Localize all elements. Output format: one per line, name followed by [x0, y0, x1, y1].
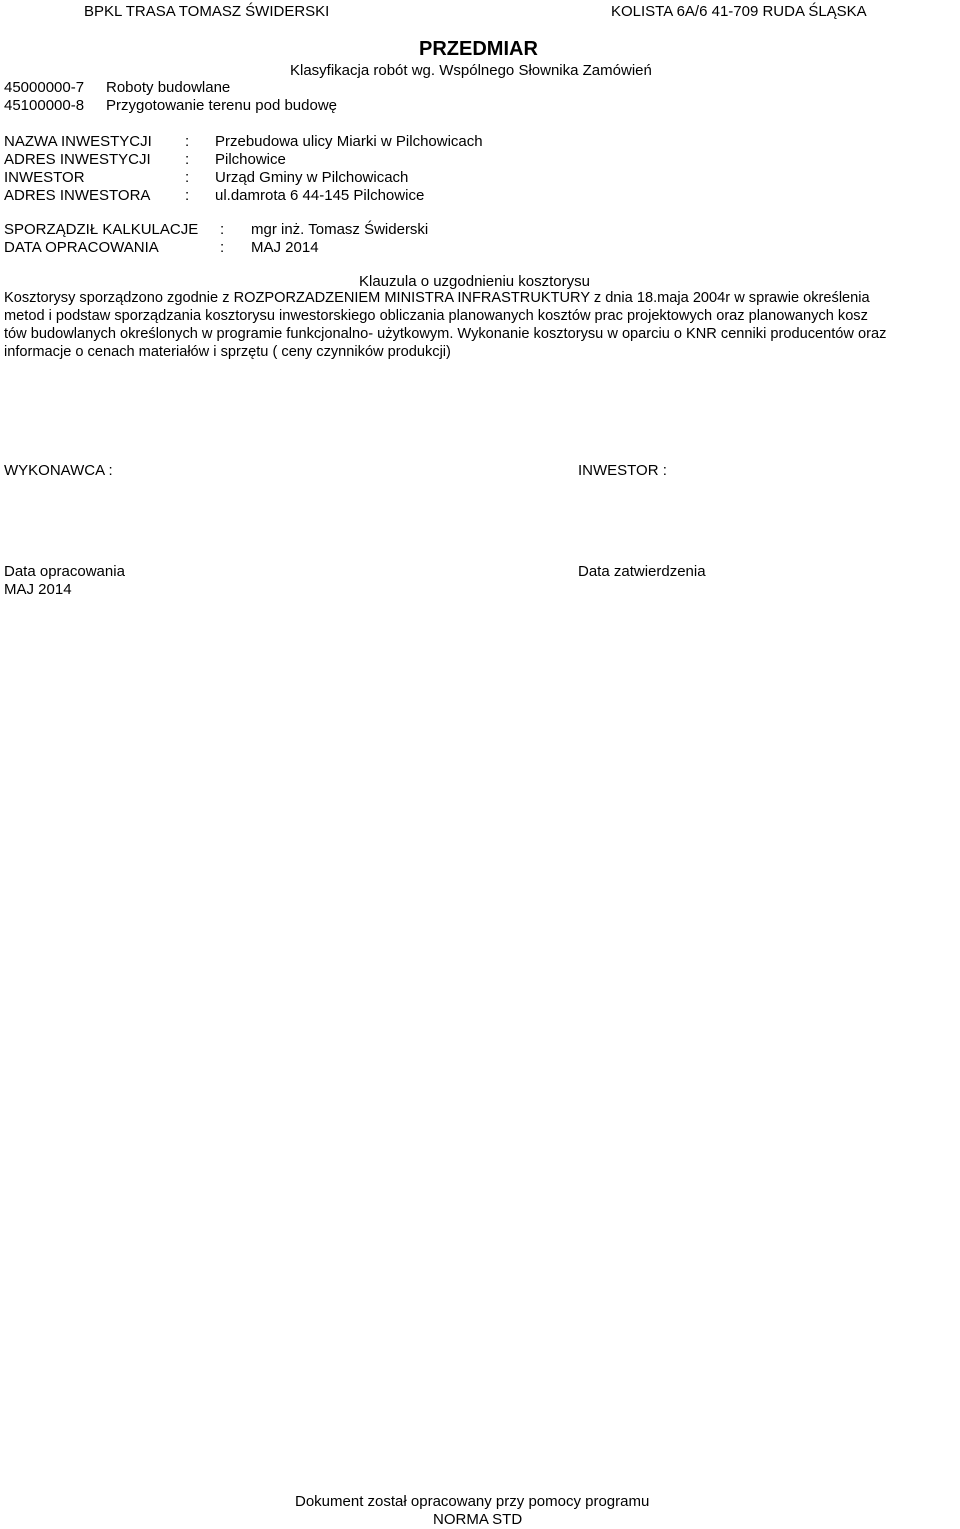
- clause-line: informacje o cenach materiałów i sprzętu ( ceny czynników produkcji): [4, 344, 451, 360]
- document-subtitle: Klasyfikacja robót wg. Wspólnego Słownika Zamówień: [290, 62, 652, 79]
- clause-line: Kosztorysy sporządzono zgodnie z ROZPORZADZENIEM MINISTRA INFRASTRUKTURY z dnia 18.maja 2004r w sprawie określenia: [4, 290, 870, 306]
- clause-heading: Klauzula o uzgodnieniu kosztorysu: [359, 273, 590, 290]
- clause-line: tów budowlanych określonych w programie funkcjonalno- użytkowym. Wykonanie kosztorysu w oparciu o KNR cenniki producentów oraz: [4, 326, 887, 342]
- field-separator: :: [185, 187, 190, 204]
- field-label: SPORZĄDZIŁ KALKULACJE: [4, 221, 199, 238]
- field-label: DATA OPRACOWANIA: [4, 239, 159, 256]
- field-separator: :: [185, 151, 190, 168]
- author-name: mgr inż. Tomasz Świderski: [251, 221, 429, 238]
- investor-name: Urząd Gminy w Pilchowicach: [215, 169, 409, 186]
- field-separator: :: [185, 133, 190, 150]
- contractor-label: WYKONAWCA :: [4, 462, 113, 479]
- cpv-code: 45100000-8: [4, 97, 85, 114]
- prep-date-label: Data opracowania: [4, 563, 125, 580]
- investor-label: INWESTOR :: [578, 462, 667, 479]
- preparation-date: MAJ 2014: [251, 239, 319, 256]
- cpv-code: 45000000-7: [4, 79, 85, 96]
- document-title: PRZEDMIAR: [419, 38, 538, 60]
- field-label: NAZWA INWESTYCJI: [4, 133, 152, 150]
- clause-line: metod i podstaw sporządzania kosztorysu inwestorskiego obliczania planowanych kosztów prac projektowych oraz planowanych kosz: [4, 308, 868, 324]
- investment-address: Pilchowice: [215, 151, 286, 168]
- prep-date-value: MAJ 2014: [4, 581, 72, 598]
- investment-name: Przebudowa ulicy Miarki w Pilchowicach: [215, 133, 483, 150]
- approval-date-label: Data zatwierdzenia: [578, 563, 706, 580]
- cpv-name: Przygotowanie terenu pod budowę: [106, 97, 337, 114]
- field-separator: :: [220, 221, 225, 238]
- field-label: INWESTOR: [4, 169, 85, 186]
- header-address: KOLISTA 6A/6 41-709 RUDA ŚLĄSKA: [611, 3, 867, 20]
- field-label: ADRES INWESTYCJI: [4, 151, 151, 168]
- field-separator: :: [220, 239, 225, 256]
- cpv-name: Roboty budowlane: [106, 79, 231, 96]
- header-company: BPKL TRASA TOMASZ ŚWIDERSKI: [84, 3, 330, 20]
- clause-text: [4, 289, 960, 361]
- investor-address: ul.damrota 6 44-145 Pilchowice: [215, 187, 425, 204]
- field-separator: :: [185, 169, 190, 186]
- field-label: ADRES INWESTORA: [4, 187, 151, 204]
- footer-software: NORMA STD: [433, 1511, 523, 1528]
- footer-note: Dokument został opracowany przy pomocy programu: [295, 1493, 650, 1510]
